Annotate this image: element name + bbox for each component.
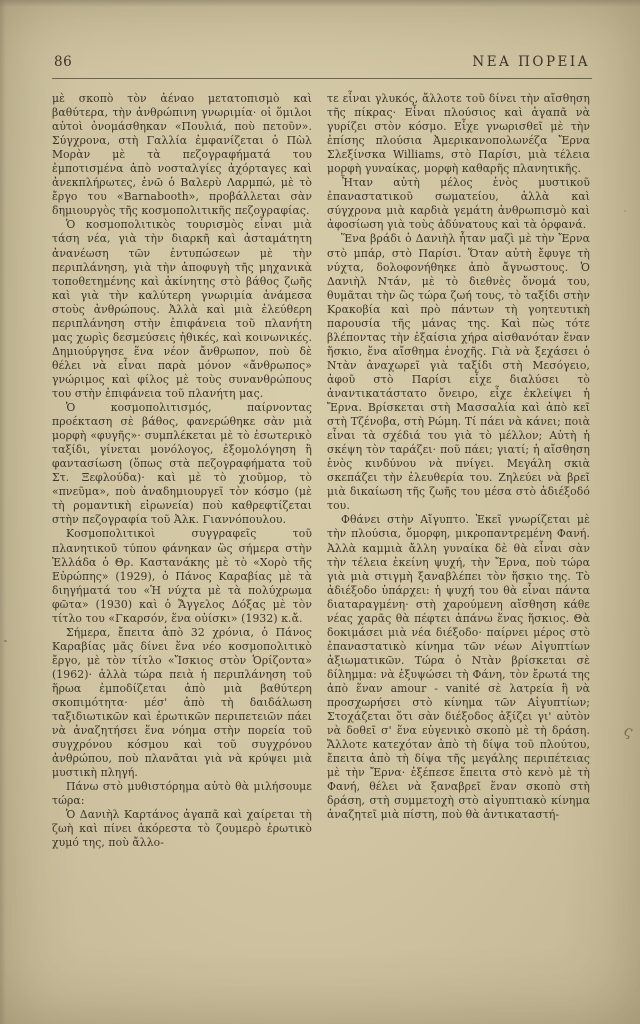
left-column [52,92,312,851]
journal-title: ΝΕΑ ΠΟΡΕΙΑ [472,54,590,70]
scan-shadow-top [0,0,640,7]
paragraph: Ὁ κοσμοπολιτισμός, παίρνοντας προέκταση σὲ βάθος, φανερώθηκε σὰν μιὰ μορφὴ «φυγῆς»· συμπλέκεται μὲ τὸ ἐσωτερικὸ ταξίδι, γίνεται μονόλογος, ἐξομολόγηση ἢ φαντασίωση (ὅπως στὰ πεζογραφήματα τοῦ Στ. Ξεφλούδα)· καὶ μὲ τὸ χιοῦμορ, τὸ «πνεῦμα», ποὺ ἀναδημιουργεῖ τὸν κόσμο (μὲ τὴ ρομαντικὴ εἰρωνεία) ποὺ καθρεφτίζεται στὴν πεζογραφία τοῦ Ἀλκ. Γιαννόπουλου. [52,401,312,527]
paragraph: Φθάνει στὴν Αἴγυπτο. Ἐκεῖ γνωρίζεται μὲ τὴν πλούσια, ὄμορφη, μικροπαντρεμένη Φανή. Ἀλλὰ καμμιὰ ἄλλη γυναίκα δὲ θὰ εἶναι σὰν τὴν τέλεια ἐκείνη ψυχή, τὴν Ἔρνα, ποὺ τώρα γιὰ μιὰ στιγμὴ ξαναβλέπει τὸν ἥσκιο της. Τὸ ἀδιέξοδο ὑπάρχει: ἡ ψυχή του θὰ εἶναι πάντα διαταραγμένη· στὴ χαρούμενη αἴσθηση κάθε νέας χαρᾶς θὰ πέφτει ἀπάνω ἕνας ἥσκιος. Θὰ δοκιμάσει μιὰ νέα διέξοδο· παίρνει μέρος στὸ ἐπαναστατικὸ κίνημα τῶν νέων Αἰγυπτίων ἀξιωματικῶν. Τώρα ὁ Ντὰν βρίσκεται σὲ δίλημμα: νὰ ἐξυψώσει τὴ Φάνη, τὸν ἔρωτά της ἀπὸ ἕναν amour - vanité σὲ λατρεία ἢ νὰ προσχωρήσει στὸ κίνημα τῶν Αἰγυπτίων; Στοχάζεται ὅτι σὰν διέξοδος ἀξίζει γι' αὐτὸν νὰ δοθεῖ σ' ἕνα εὐγενικὸ σκοπὸ μὲ τὴ δράση. Ἄλλοτε κατεχόταν ἀπὸ τὴ δίψα τοῦ πλούτου, ἔπειτα ἀπὸ τὴ δίψα τῆς μεγάλης περιπέτειας μὲ τὴν Ἔρνα· ἐξέπεσε ἔπειτα στὸ κενὸ μὲ τὴ Φανή, θέλει νὰ ξαναβρεῖ ἕναν σκοπὸ στὴ δράση, στὴ συμμετοχὴ στὸ αἰγυπτιακὸ κίνημα ἀναζητεῖ μιὰ πίστη, ποὺ θὰ ἀντικαταστή- [327,513,590,822]
paragraph: Ὁ Δανιὴλ Καρτάνος ἀγαπᾶ καὶ χαίρεται τὴ ζωὴ καὶ πίνει ἀκόρεστα τὸ ζουμερὸ ἐρωτικὸ χυμό της, ποὺ ἄλλο- [52,808,312,850]
paragraph: Σήμερα, ἔπειτα ἀπὸ 32 χρόνια, ὁ Πάνος Καραβίας μᾶς δίνει ἕνα νέο κοσμοπολιτικὸ ἔργο, μὲ τὸν τίτλο «Ἴσκιος στὸν Ὁρίζοντα» (1962)· ἀλλὰ τώρα πειὰ ἡ περιπλάνηση τοῦ ἥρωα ἐμποδίζεται ἀπὸ μιὰ βαθύτερη σκοπιμότητα· μέσ' ἀπὸ τὴ δαιδάλωση ταξιδιωτικῶν καὶ ἐρωτικῶν περιπετειῶν πάει νὰ ἀναζητήσει ἕνα νόημα στὴν πορεία τοῦ συγχρόνου κόσμου καὶ τοῦ συγχρόνου ἀνθρώπου, ποὺ πλανᾶται γιὰ νὰ κρύψει μιὰ μυστικὴ πληγή. [52,625,312,780]
scan-speck [4,640,7,642]
paragraph: Ἦταν αὐτὴ μέλος ἑνὸς μυστικοῦ ἐπαναστατικοῦ σωματείου, ἀλλὰ καὶ σύγχρονα μιὰ καρδιὰ γεμάτη ἀνθρωπισμὸ καὶ ἀφοσίωση γιὰ τοὺς ἀδύνατους καὶ τὰ ὀρφανά. [327,176,590,232]
paragraph: τε εἶναι γλυκός, ἄλλοτε τοῦ δίνει τὴν αἴσθηση τῆς πίκρας· Εἶναι πλούσιος καὶ ἀγαπᾶ νὰ γυρίζει στὸν κόσμο. Εἶχε γνωρισθεῖ μὲ τὴν ἐπίσης πλούσια Ἀμερικανοπολωνέζα Ἔρνα Σλεξίνσκα Williams, στὸ Παρίσι, μιὰ τέλεια μορφὴ γυναίκας, μορφὴ καθαρῆς πλανητικῆς. [327,92,590,176]
page-number: 86 [54,54,73,70]
paragraph: Πάνω στὸ μυθιστόρημα αὐτὸ θὰ μιλήσουμε τώρα: [52,780,312,808]
paragraph: Κοσμοπολιτικοὶ συγγραφεῖς τοῦ πλανητικοῦ τύπου φάνηκαν ὣς σήμερα στὴν Ἑλλάδα ὁ Θρ. Καστανάκης μὲ τὸ «Χορὸ τῆς Εὐρώπης» (1929), ὁ Πάνος Καραβίας μὲ τὰ διηγήματά του «Ἡ νύχτα μὲ τὰ πολύχρωμα φῶτα» (1930) καὶ ὁ Ἄγγελος Δόξας μὲ τὸν τίτλο του «Γκαρσόν, ἕνα οὐίσκι» (1932) κ.ἄ. [52,527,312,625]
right-column [327,92,590,822]
paragraph: μὲ σκοπὸ τὸν ἀέναο μετατοπισμὸ καὶ βαθύτερα, τὴν ἀνθρώπινη γνωριμία· οἱ ὅμιλοι αὐτοὶ ὀνομάσθηκαν «Πουλιά, ποὺ πετοῦν». Σύγχρονα, στὴ Γαλλία ἐμφανίζεται ὁ Πὼλ Μορὰν μὲ τὰ πεζογραφήματά του ἐμποτισμένα ἀπὸ νοσταλγίες ἀχόρταγες καὶ ἀνεκπλήρωτες, ἐνῶ ὁ Βαλερὺ Λαρμπώ, μὲ τὸ ἔργο του «Barnabooth», προβάλλεται σὰν δημιουργὸς τῆς κοσμοπολιτικῆς πεζογραφίας. [52,92,312,218]
scan-shadow-left [0,0,6,1024]
handwritten-margin-mark: ς [621,721,634,741]
paragraph: Ὁ κοσμοπολιτικὸς τουρισμὸς εἶναι μιὰ τάση νέα, γιὰ τὴν διαρκῆ καὶ ἀσταμάτητη ἀνανέωση τῶν ἐντυπώσεων μὲ τὴν περιπλάνηση, γιὰ τὴν ἀποφυγὴ τῆς μηχανικὰ τοποθετημένης καὶ ἀκίνητης στὸ βάθος ζωῆς καὶ γιὰ τὴν καλύτερη γνωριμία ἀνάμεσα στοὺς ἀνθρώπους. Ἀλλὰ καὶ μιὰ ἐλεύθερη περιπλάνηση στὴν ἐπιφάνεια τοῦ πλανήτη μας χωρὶς δεσμεύσεις ἠθικές, καὶ κοινωνικές. Δημιούργησε ἕνα νέον ἄνθρωπον, ποὺ δὲ θέλει νὰ εἶναι παρὰ μόνον «ἄνθρωπος» γνώριμος καὶ φίλος μὲ τοὺς συνανθρώπους του στὴν ἐπιφάνεια τοῦ πλανήτη μας. [52,218,312,400]
scan-speck [624,210,626,212]
page-header [54,54,590,70]
header-rule [52,78,592,79]
paragraph: Ἕνα βράδι ὁ Δανιὴλ ἦταν μαζὶ μὲ τὴν Ἔρνα στὸ μπάρ, στὸ Παρίσι. Ὅταν αὐτὴ ἔφυγε τὴ νύχτα, δολοφονήθηκε ἀπὸ ἄγνωστους. Ὁ Δανιὴλ Ντάν, μὲ τὸ διεθνὲς ὄνομά του, θυμᾶται τὴν ὣς τώρα ζωή τους, τὸ ταξίδι στὴν Κρακοβία καὶ πρὸ πάντων τὴ γοητευτικὴ παρουσία τῆς μάνας της. Καὶ πὼς τότε βλέποντας τὴν ἐξαίσια χήρα αἰσθανόταν ἕναν ἥσκιο, ἕνα αἴσθημα ἐνοχῆς. Γιὰ νὰ ξεχάσει ὁ Ντὰν ἀναχωρεῖ γιὰ ταξίδι στὴ Μεσόγειο, ἀφοῦ στὸ Παρίσι εἶχε διαλύσει τὸ ἀναντικατάστατο ὄνειρο, εἶχε ἐκλείψει ἡ Ἔρνα. Βρίσκεται στὴ Μασσαλία καὶ ἀπὸ κεῖ στὴ Τζένοβα, στὴ Ρώμη. Τί πάει νὰ κάνει; ποιὰ εἶναι τὰ σχέδιά του γιὰ τὸ μέλλον; Αὐτὴ ἡ σκέψη τὸν ταράζει· ποῦ πάει; γιατί; ἡ αἴσθηση ἑνὸς κινδύνου νὰ πνίγει. Μεγάλη σκιὰ σκεπάζει τὴν ἐλευθερία του. Ζηλεύει νὰ βρεῖ μιὰ δικαίωση τῆς ζωῆς του μέσα στὸ ἀδιέξοδό του. [327,232,590,513]
